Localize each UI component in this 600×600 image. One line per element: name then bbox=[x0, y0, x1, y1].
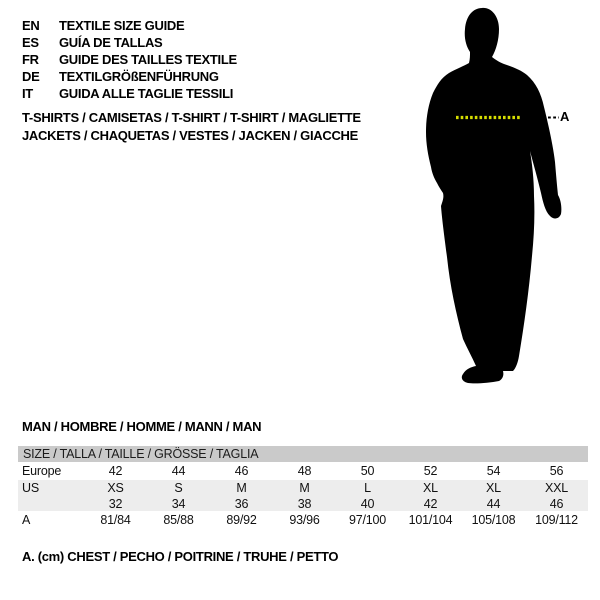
table-row-chest bbox=[18, 511, 588, 529]
size-table bbox=[18, 446, 588, 529]
table-cell: L bbox=[364, 481, 371, 495]
table-cell: 85/88 bbox=[163, 513, 194, 527]
row-label: A bbox=[22, 513, 31, 527]
table-cell: XXL bbox=[544, 481, 569, 495]
language-code: EN bbox=[22, 18, 40, 33]
language-code: FR bbox=[22, 52, 39, 67]
man-silhouette-svg bbox=[408, 0, 600, 400]
table-cell: S bbox=[174, 481, 183, 495]
table-row-us bbox=[18, 480, 588, 496]
table-cell: 97/100 bbox=[348, 513, 387, 527]
language-title: GUIDE DES TAILLES TEXTILE bbox=[59, 52, 237, 67]
category-line-tshirts: T-SHIRTS / CAMISETAS / T-SHIRT / T-SHIRT / MAGLIETTE bbox=[22, 110, 361, 125]
table-cell: XL bbox=[423, 481, 438, 495]
table-cell: 48 bbox=[297, 464, 312, 478]
language-row-de bbox=[22, 68, 237, 85]
row-label: US bbox=[22, 481, 39, 495]
language-title: GUIDA ALLE TAGLIE TESSILI bbox=[59, 86, 234, 101]
language-list bbox=[22, 17, 237, 102]
man-silhouette-figure bbox=[408, 0, 600, 400]
table-cell: 54 bbox=[486, 464, 501, 478]
table-cell: 44 bbox=[486, 496, 501, 511]
table-cell: 42 bbox=[423, 496, 438, 511]
table-cell: 101/104 bbox=[408, 513, 453, 527]
language-row-es bbox=[22, 34, 237, 51]
language-code: ES bbox=[22, 35, 39, 50]
language-row-it bbox=[22, 85, 237, 102]
table-cell: 105/108 bbox=[471, 513, 516, 527]
category-list bbox=[22, 109, 361, 144]
table-cell: 32 bbox=[108, 496, 123, 511]
table-cell: XL bbox=[486, 481, 501, 495]
size-table-header: SIZE / TALLA / TAILLE / GRÖSSE / TAGLIA bbox=[18, 446, 588, 462]
table-cell: 56 bbox=[549, 464, 564, 478]
table-cell: 81/84 bbox=[100, 513, 131, 527]
language-row-en bbox=[22, 17, 237, 34]
table-row-us-numeric bbox=[18, 496, 588, 511]
language-title: TEXTILGRÖßENFÜHRUNG bbox=[59, 69, 219, 84]
measurement-footnote: A. (cm) CHEST / PECHO / POITRINE / TRUHE / PETTO bbox=[22, 549, 339, 564]
table-cell: 52 bbox=[423, 464, 438, 478]
row-label: Europe bbox=[22, 464, 62, 478]
section-title-man: MAN / HOMBRE / HOMME / MANN / MAN bbox=[22, 419, 262, 434]
table-cell: 46 bbox=[234, 464, 249, 478]
table-cell: 50 bbox=[360, 464, 375, 478]
man-silhouette-shape bbox=[426, 8, 561, 383]
table-cell: XS bbox=[107, 481, 124, 495]
table-cell: 38 bbox=[297, 496, 312, 511]
table-cell: M bbox=[236, 481, 247, 495]
language-code: DE bbox=[22, 69, 40, 84]
table-cell: 34 bbox=[171, 496, 186, 511]
category-line-jackets: JACKETS / CHAQUETAS / VESTES / JACKEN / GIACCHE bbox=[22, 127, 358, 143]
table-cell: M bbox=[299, 481, 310, 495]
language-code: IT bbox=[22, 86, 33, 101]
table-cell: 46 bbox=[549, 496, 564, 511]
language-title: TEXTILE SIZE GUIDE bbox=[59, 18, 185, 33]
table-row-europe bbox=[18, 462, 588, 480]
us-rows-band bbox=[18, 480, 588, 511]
language-row-fr bbox=[22, 51, 237, 68]
table-cell: 93/96 bbox=[289, 513, 320, 527]
measurement-label-a: A bbox=[560, 109, 570, 124]
language-title: GUÍA DE TALLAS bbox=[59, 35, 163, 50]
table-cell: 89/92 bbox=[226, 513, 257, 527]
table-cell: 109/112 bbox=[535, 513, 578, 527]
table-cell: 36 bbox=[234, 496, 249, 511]
table-cell: 40 bbox=[360, 496, 375, 511]
table-cell: 44 bbox=[171, 464, 186, 478]
table-cell: 42 bbox=[108, 464, 123, 478]
